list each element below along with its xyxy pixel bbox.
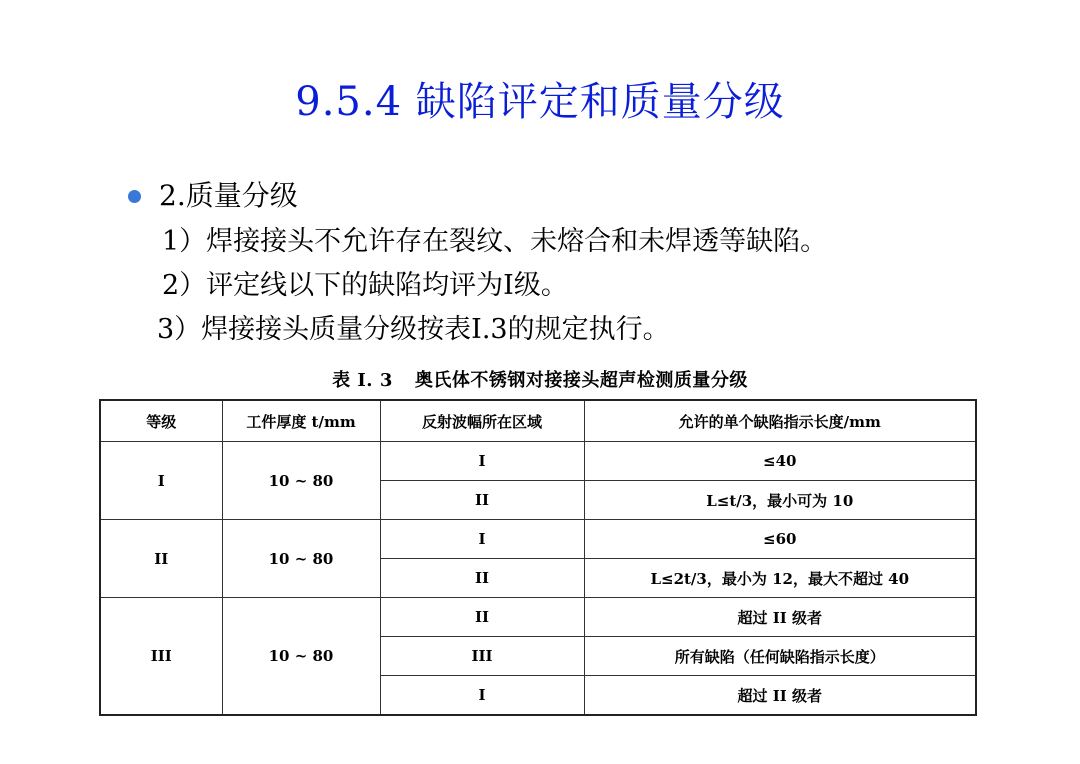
bullet-heading-text: 2.质量分级 — [159, 179, 298, 212]
length-cell: 所有缺陷（任何缺陷指示长度） — [584, 637, 976, 676]
table-row — [100, 598, 976, 637]
bullet-heading — [128, 176, 298, 216]
header-cell: 允许的单个缺陷指示长度/mm — [584, 400, 976, 442]
list-item: 3）焊接接头质量分级按表I.3的规定执行。 — [157, 314, 670, 345]
table-caption-number: 表 I. 3 — [332, 370, 393, 391]
table-caption — [0, 366, 1080, 392]
list-item: 1）焊接接头不允许存在裂纹、未熔合和未焊透等缺陷。 — [162, 226, 828, 257]
zone-cell: II — [380, 598, 584, 637]
table-row — [100, 442, 976, 481]
thickness-cell: 10 ~ 80 — [222, 520, 380, 598]
grade-cell: II — [100, 520, 222, 598]
length-cell: L≤t/3，最小可为 10 — [584, 481, 976, 520]
zone-cell: I — [380, 520, 584, 559]
zone-cell: I — [380, 442, 584, 481]
length-cell: 超过 II 级者 — [584, 598, 976, 637]
zone-cell: II — [380, 559, 584, 598]
quality-grade-table — [99, 399, 977, 716]
table-header-row — [100, 400, 976, 442]
bullet-dot-icon — [128, 190, 141, 203]
grade-cell: I — [100, 442, 222, 520]
length-cell: ≤40 — [584, 442, 976, 481]
table-row — [100, 520, 976, 559]
header-cell: 反射波幅所在区域 — [380, 400, 584, 442]
list-item: 2）评定线以下的缺陷均评为I级。 — [162, 270, 568, 301]
zone-cell: II — [380, 481, 584, 520]
table-caption-title: 奥氏体不锈钢对接接头超声检测质量分级 — [414, 370, 748, 391]
header-cell: 工件厚度 t/mm — [222, 400, 380, 442]
thickness-cell: 10 ~ 80 — [222, 442, 380, 520]
zone-cell: III — [380, 637, 584, 676]
slide-title: 9.5.4 缺陷评定和质量分级 — [295, 79, 785, 125]
header-cell: 等级 — [100, 400, 222, 442]
length-cell: ≤60 — [584, 520, 976, 559]
length-cell: L≤2t/3，最小为 12，最大不超过 40 — [584, 559, 976, 598]
length-cell: 超过 II 级者 — [584, 676, 976, 716]
thickness-cell: 10 ~ 80 — [222, 598, 380, 716]
zone-cell: I — [380, 676, 584, 716]
grade-cell: III — [100, 598, 222, 716]
